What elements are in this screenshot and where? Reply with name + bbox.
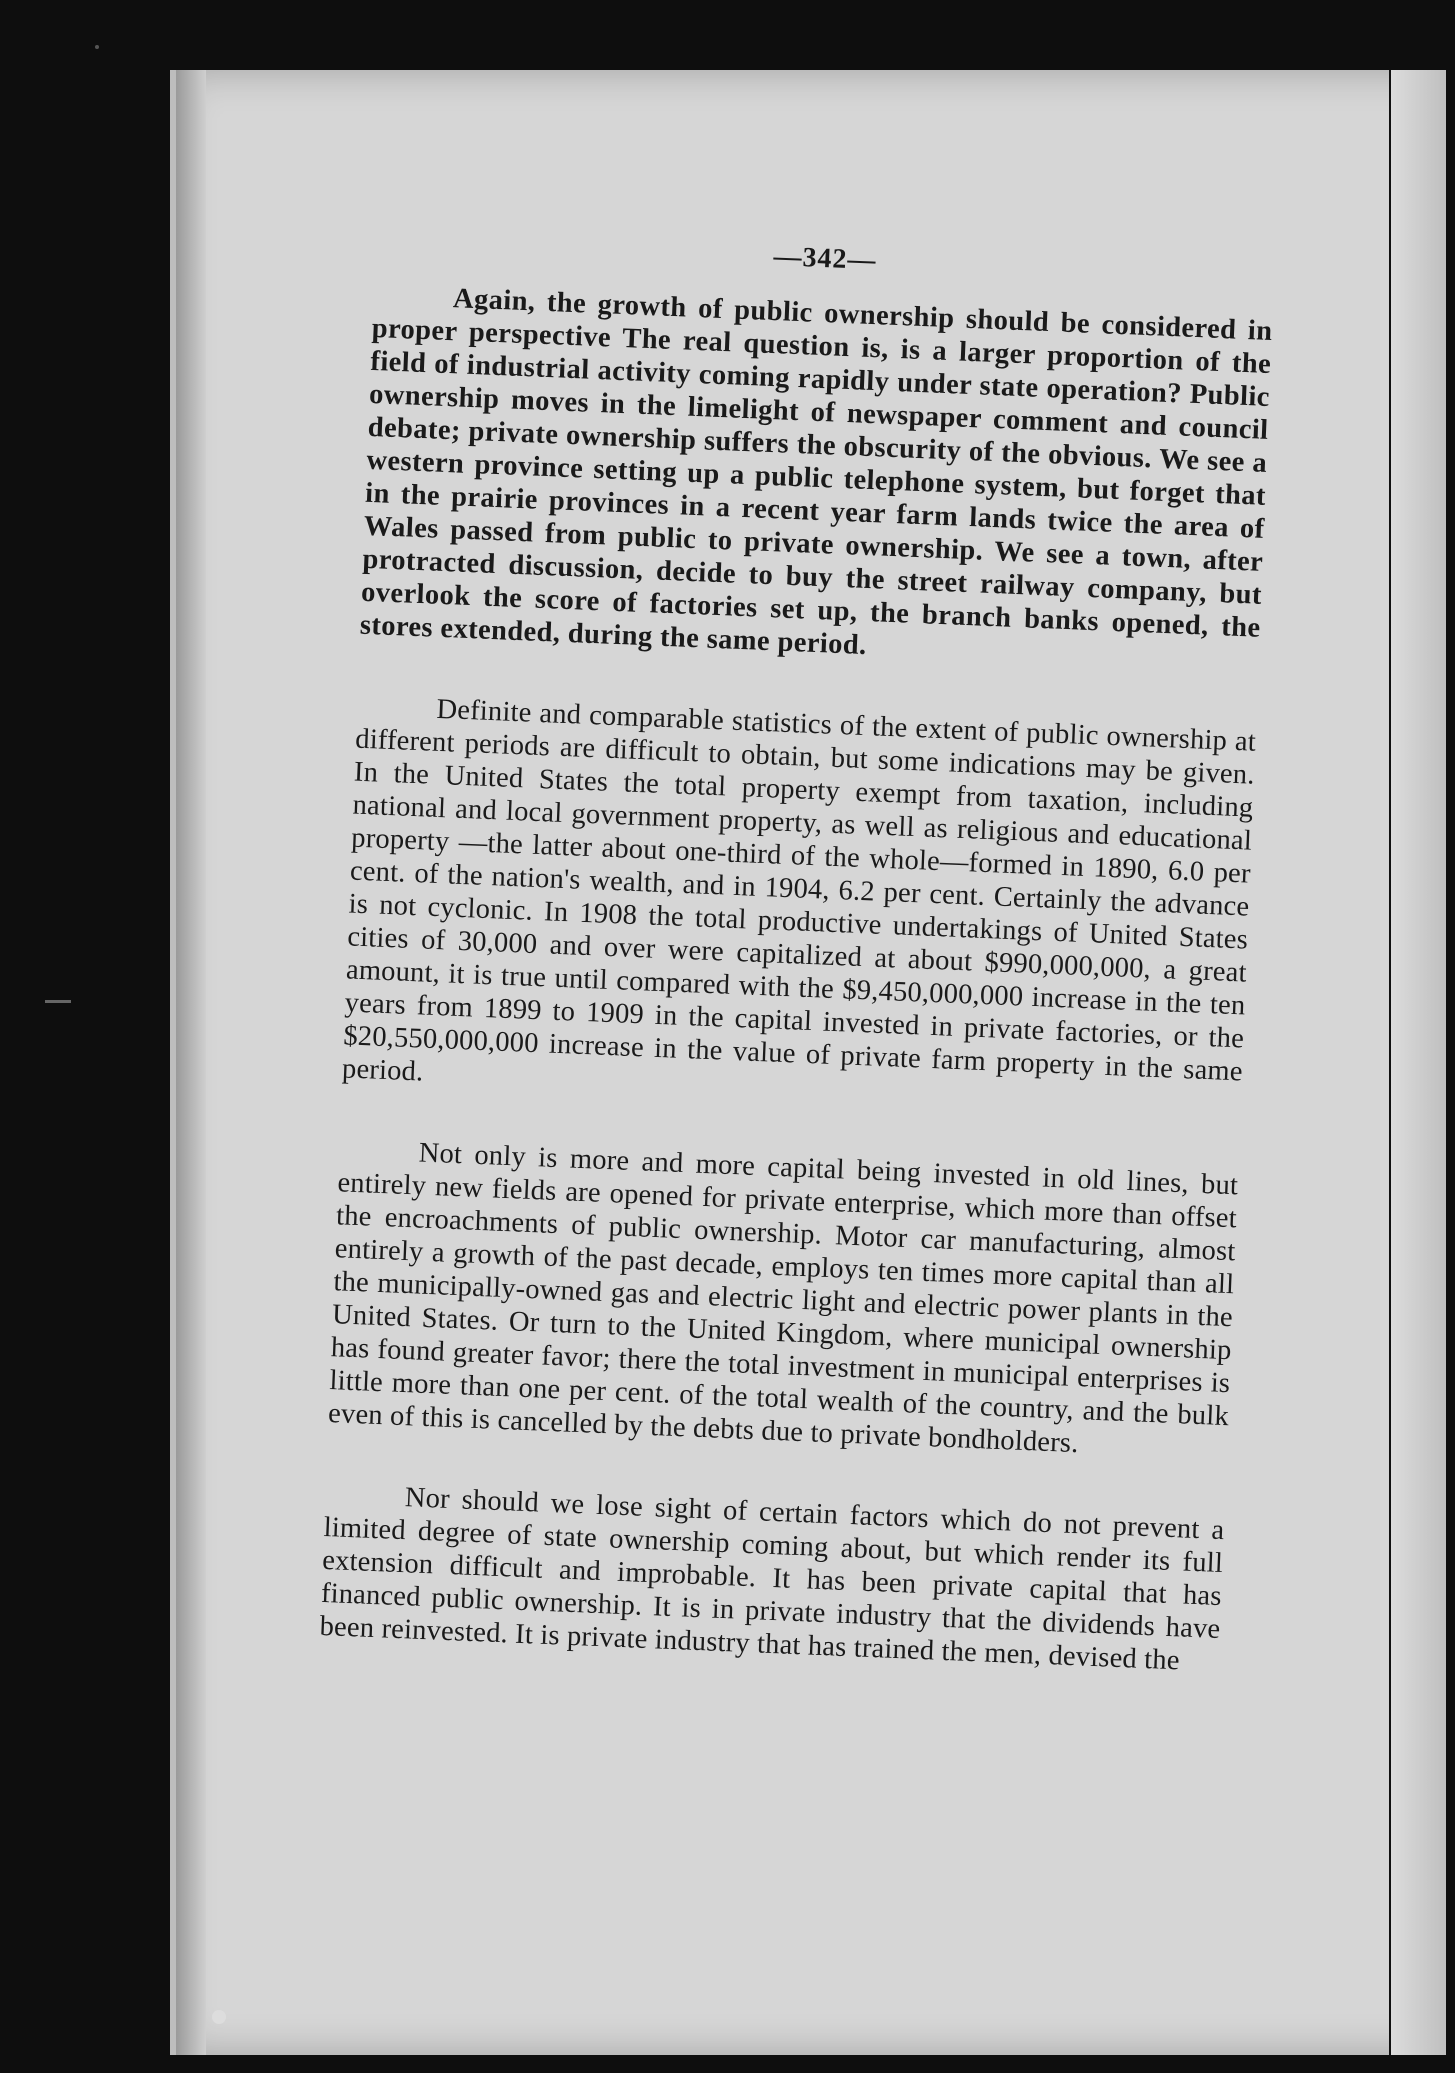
scan-speck: [212, 2010, 226, 2024]
page-number: —342—: [772, 240, 878, 277]
paragraph-3: Not only is more and more capital being invested in old lines, but entirely new fields are opened for private enterprise, which more than offset the encroachments of public ownership. Motor car manufacturing, almost entirely a growth of the past decade, employs ten times more capital than all the municipally-owned gas and electric light and electric power plants in the United States. Or turn to the United Kingdom, where municipal ownership has found greater favor; there the total investment in municipal enterprises is little more than one per cent. of the total wealth of the country, and the bulk even of this is cancelled by the debts due to private bondholders.: [327, 1137, 1239, 1460]
facing-page-edge: [1389, 70, 1446, 2055]
page-content: [317, 225, 1275, 1727]
paragraph-2: Definite and comparable statistics of the extent of public ownership at different periods are difficult to obtain, but some indications may be given. In the United States the total property exempt from taxation, including national and local government property, as well as religious and educational property —the latter about one-third of the whole—formed in 1890, 6.0 per cent. of the nation's wealth, and in 1904, 6.2 per cent. Certainly the advance is not cyclonic. In 1908 the total productive undertakings of United States cities of 30,000 and over were capitalized at about $990,000,000, a great amount, it is true until compared with the $9,450,000,000 increase in the ten years from 1899 to 1909 in the capital invested in private factories, or the $20,550,000,000 increase in the value of private farm property in the same period.: [341, 693, 1257, 1088]
page-spine: [176, 70, 206, 2055]
scan-speck: [95, 45, 99, 49]
paragraph-1: Again, the growth of public ownership should be considered in proper perspective The real question is, is a larger proportion of the field of industrial activity coming rapidly under state operation? Public ownership moves in the limelight of newspaper comment and council debate; private ownership suffers the obscurity of the obvious. We see a western province setting up a public telephone system, but forget that in the prairie provinces in a recent year farm lands twice the area of Wales passed from public to private ownership. We see a town, after protracted discussion, decide to buy the street railway company, but overlook the score of factories set up, the branch banks opened, the stores extended, during the same period.: [359, 283, 1274, 662]
paragraph-4: Nor should we lose sight of certain factors which do not prevent a limited degree of state ownership coming about, but which render its full extension difficult and improbable. It has been private capital that has financed public ownership. It is in private industry that the dividends have been reinvested. It is private industry that has trained the men, devised the: [319, 1482, 1225, 1677]
book-page: [170, 70, 1446, 2055]
scan-speck: [45, 1000, 71, 1003]
